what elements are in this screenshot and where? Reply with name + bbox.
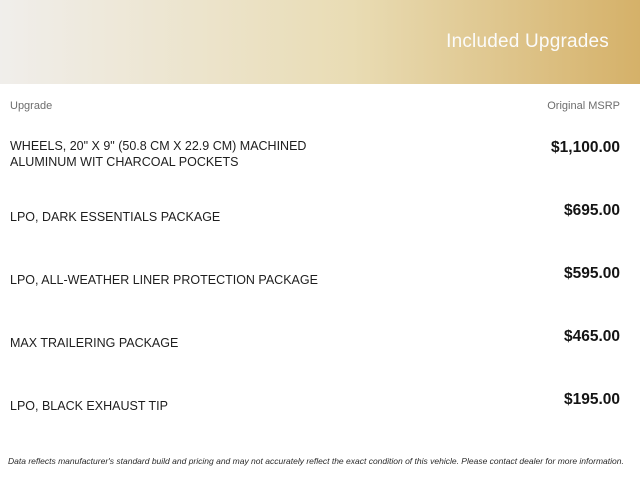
table-row — [0, 374, 640, 437]
column-header-upgrade: Upgrade — [10, 100, 53, 112]
msrp-value: $695.00 — [563, 201, 620, 219]
msrp-value: $1,100.00 — [551, 138, 620, 156]
table-column-header-row — [0, 84, 640, 122]
table-row — [0, 185, 640, 248]
page-title: Included Upgrades — [446, 31, 609, 52]
footer — [0, 437, 640, 469]
upgrade-label: MAX TRAILERING PACKAGE — [10, 335, 179, 350]
upgrade-label: LPO, ALL-WEATHER LINER PROTECTION PACKAGE — [10, 272, 318, 287]
upgrade-label: LPO, BLACK EXHAUST TIP — [10, 398, 168, 413]
upgrade-label: WHEELS, 20" X 9" (50.8 CM X 22.9 CM) MACHINED ALUMINUM WIT CHARCOAL POCKETS — [10, 138, 307, 169]
msrp-value: $595.00 — [563, 264, 620, 282]
table-row — [0, 311, 640, 374]
table-row — [0, 248, 640, 311]
msrp-value: $465.00 — [563, 327, 620, 345]
column-header-msrp: Original MSRP — [547, 100, 620, 112]
table-row — [0, 122, 640, 185]
upgrades-table — [0, 122, 640, 437]
disclaimer-text: Data reflects manufacturer's standard build and pricing and may not accurately reflect the exact condition of this vehicle. Please contact dealer for more information. — [8, 456, 624, 466]
header-banner — [0, 0, 640, 84]
upgrade-label: LPO, DARK ESSENTIALS PACKAGE — [10, 209, 221, 224]
msrp-value: $195.00 — [563, 390, 620, 408]
